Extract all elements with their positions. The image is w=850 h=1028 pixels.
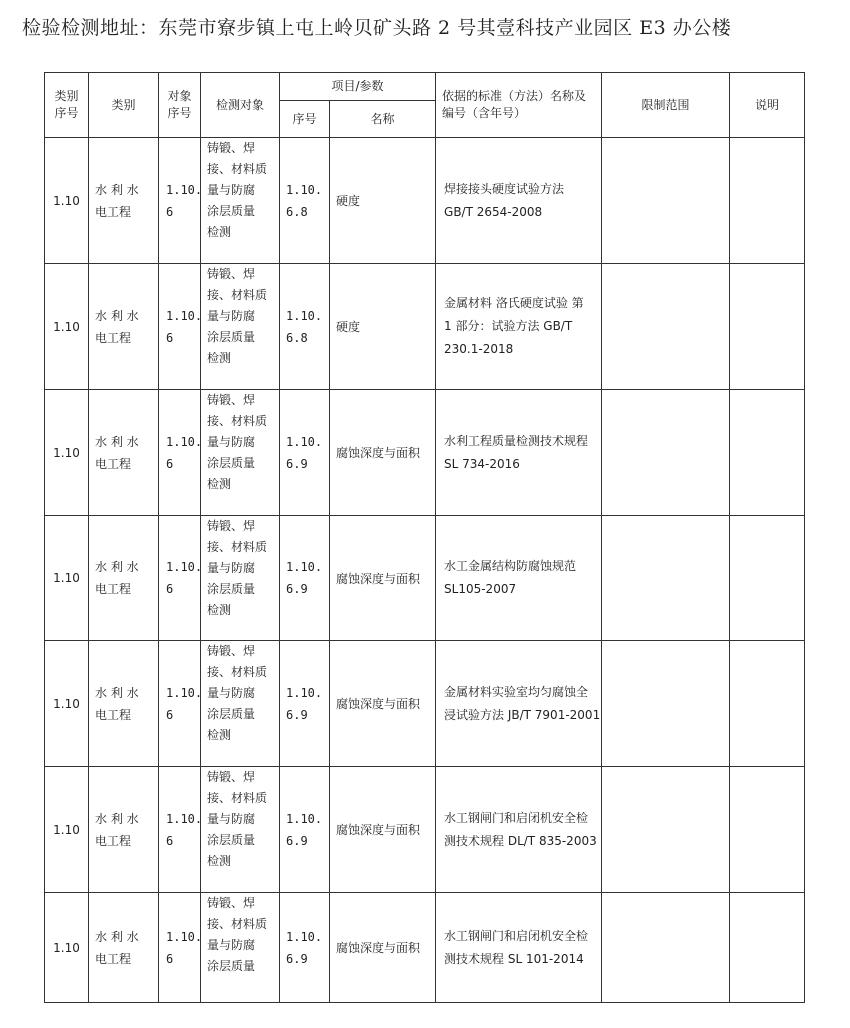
limit-cell: [602, 516, 730, 641]
category-cell: 水 利 水 电工程: [89, 767, 159, 893]
table-row: [45, 893, 805, 1003]
object-cell: 铸锻、焊 接、材料质 量与防腐 涂层质量 检测: [201, 138, 280, 264]
item-name-cell: 腐蚀深度与面积: [330, 767, 436, 893]
note-cell: [730, 641, 805, 767]
note-cell: [730, 390, 805, 516]
standard-cell: 水工金属结构防腐蚀规范 SL105-2007: [436, 516, 602, 641]
item-name-cell: 腐蚀深度与面积: [330, 390, 436, 516]
object-index-cell: 1.10. 6: [159, 390, 201, 516]
seq-cell: 1.10. 6.9: [280, 767, 330, 893]
object-index-cell: 1.10. 6: [159, 138, 201, 264]
scope-table: [44, 72, 805, 1003]
object-index-cell: 1.10. 6: [159, 767, 201, 893]
object-cell: 铸锻、焊 接、材料质 量与防腐 涂层质量 检测: [201, 641, 280, 767]
object-cell: 铸锻、焊 接、材料质 量与防腐 涂层质量: [201, 893, 280, 1003]
object-index-cell: 1.10. 6: [159, 516, 201, 641]
header-object-index: 对象 序号: [159, 73, 201, 138]
category-index-cell: 1.10: [45, 893, 89, 1003]
note-cell: [730, 264, 805, 390]
header-name: 名称: [330, 101, 436, 138]
standard-cell: 水工钢闸门和启闭机安全检 测技术规程 DL/T 835-2003: [436, 767, 602, 893]
item-name-cell: 腐蚀深度与面积: [330, 641, 436, 767]
object-cell: 铸锻、焊 接、材料质 量与防腐 涂层质量 检测: [201, 390, 280, 516]
header-note: 说明: [730, 73, 805, 138]
object-cell: 铸锻、焊 接、材料质 量与防腐 涂层质量 检测: [201, 767, 280, 893]
table-row: [45, 516, 805, 641]
limit-cell: [602, 893, 730, 1003]
table-row: [45, 264, 805, 390]
standard-cell: 水工钢闸门和启闭机安全检 测技术规程 SL 101-2014: [436, 893, 602, 1003]
category-index-cell: 1.10: [45, 264, 89, 390]
header-seq: 序号: [280, 101, 330, 138]
category-index-cell: 1.10: [45, 390, 89, 516]
seq-cell: 1.10. 6.8: [280, 138, 330, 264]
note-cell: [730, 893, 805, 1003]
table-row: [45, 767, 805, 893]
table-row: [45, 641, 805, 767]
seq-cell: 1.10. 6.9: [280, 641, 330, 767]
item-name-cell: 腐蚀深度与面积: [330, 516, 436, 641]
category-cell: 水 利 水 电工程: [89, 390, 159, 516]
object-cell: 铸锻、焊 接、材料质 量与防腐 涂层质量 检测: [201, 516, 280, 641]
table-row: [45, 138, 805, 264]
seq-cell: 1.10. 6.9: [280, 893, 330, 1003]
header-category: 类别: [89, 73, 159, 138]
table-row: [45, 390, 805, 516]
standard-cell: 水利工程质量检测技术规程 SL 734-2016: [436, 390, 602, 516]
note-cell: [730, 516, 805, 641]
object-cell: 铸锻、焊 接、材料质 量与防腐 涂层质量 检测: [201, 264, 280, 390]
object-index-cell: 1.10. 6: [159, 893, 201, 1003]
standard-cell: 焊接接头硬度试验方法 GB/T 2654-2008: [436, 138, 602, 264]
category-index-cell: 1.10: [45, 138, 89, 264]
testing-address: 检验检测地址：东莞市寮步镇上屯上岭贝矿头路 2 号其壹科技产业园区 E3 办公楼: [22, 17, 732, 39]
limit-cell: [602, 138, 730, 264]
note-cell: [730, 138, 805, 264]
category-cell: 水 利 水 电工程: [89, 138, 159, 264]
limit-cell: [602, 264, 730, 390]
header-item-param: 项目/参数: [280, 73, 436, 101]
limit-cell: [602, 641, 730, 767]
seq-cell: 1.10. 6.9: [280, 390, 330, 516]
note-cell: [730, 767, 805, 893]
category-cell: 水 利 水 电工程: [89, 516, 159, 641]
seq-cell: 1.10. 6.9: [280, 516, 330, 641]
header-limit: 限制范围: [602, 73, 730, 138]
category-index-cell: 1.10: [45, 516, 89, 641]
standard-cell: 金属材料 洛氏硬度试验 第 1 部分：试验方法 GB/T 230.1-2018: [436, 264, 602, 390]
header-standard: 依据的标准（方法）名称及 编号（含年号）: [436, 73, 602, 138]
category-index-cell: 1.10: [45, 767, 89, 893]
header-object: 检测对象: [201, 73, 280, 138]
category-cell: 水 利 水 电工程: [89, 641, 159, 767]
object-index-cell: 1.10. 6: [159, 641, 201, 767]
seq-cell: 1.10. 6.8: [280, 264, 330, 390]
object-index-cell: 1.10. 6: [159, 264, 201, 390]
item-name-cell: 硬度: [330, 138, 436, 264]
category-cell: 水 利 水 电工程: [89, 893, 159, 1003]
item-name-cell: 硬度: [330, 264, 436, 390]
category-cell: 水 利 水 电工程: [89, 264, 159, 390]
limit-cell: [602, 767, 730, 893]
category-index-cell: 1.10: [45, 641, 89, 767]
standard-cell: 金属材料实验室均匀腐蚀全 浸试验方法 JB/T 7901-2001: [436, 641, 602, 767]
item-name-cell: 腐蚀深度与面积: [330, 893, 436, 1003]
header-category-index: 类别 序号: [45, 73, 89, 138]
limit-cell: [602, 390, 730, 516]
